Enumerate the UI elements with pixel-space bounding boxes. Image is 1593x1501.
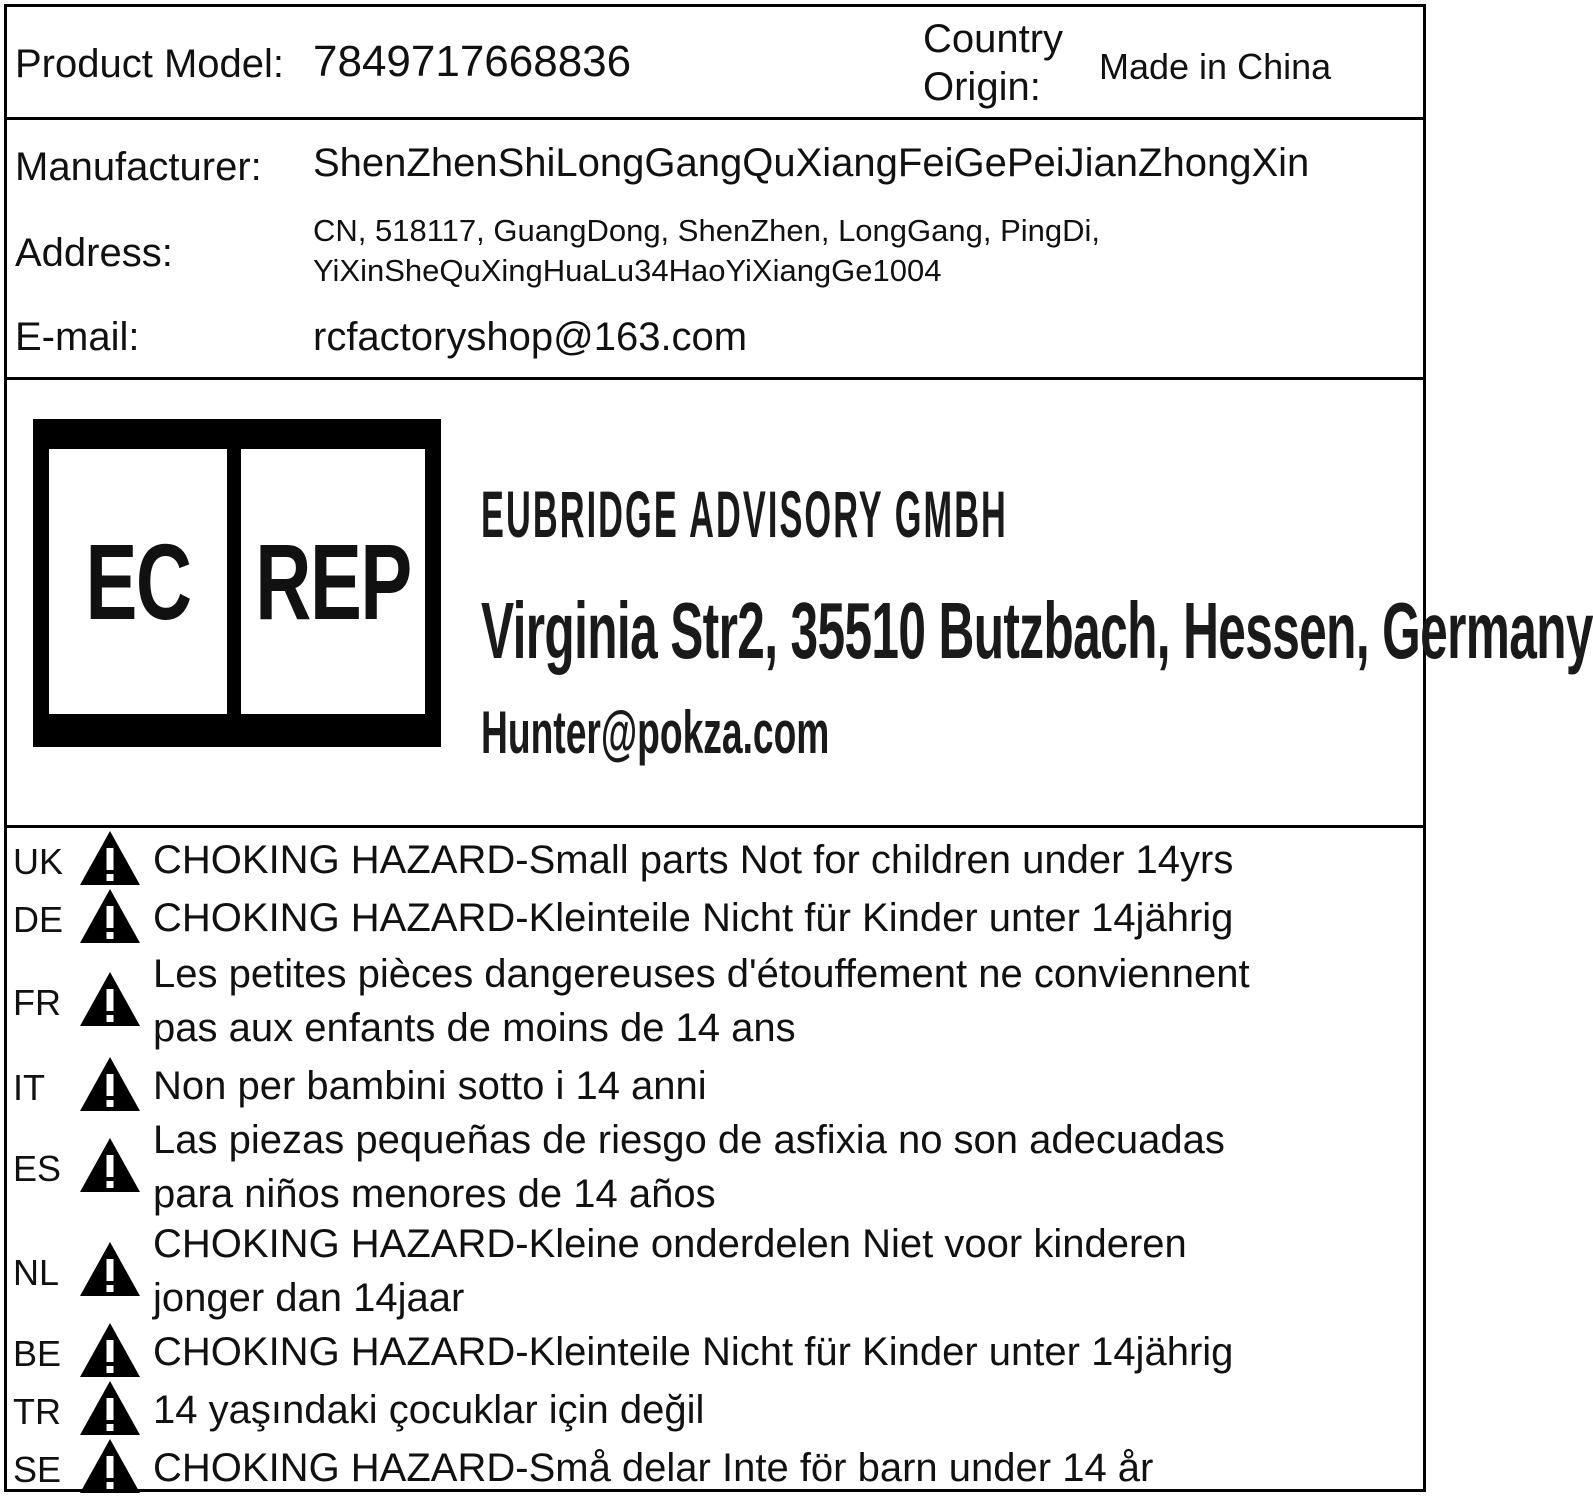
ec-rep-company: EUBRIDGE ADVISORY GMBH	[481, 477, 1008, 551]
warning-country-code: IT	[13, 1067, 45, 1108]
warning-country-code: BE	[13, 1333, 62, 1374]
warning-triangle-icon	[77, 1135, 143, 1195]
warning-text	[153, 891, 1233, 945]
warning-row-nl	[7, 1217, 1423, 1325]
warning-country-code: TR	[13, 1391, 61, 1432]
warning-row-es	[7, 1113, 1423, 1221]
warning-row-fr	[7, 947, 1423, 1055]
warning-text	[153, 1441, 1153, 1495]
address-line-1: CN, 518117, GuangDong, ShenZhen, LongGang, PingDi,	[313, 213, 1101, 248]
warning-row-it	[7, 1059, 1423, 1113]
warning-country-code: SE	[13, 1449, 62, 1490]
warning-country-code: NL	[13, 1252, 60, 1293]
address-line-2: YiXinSheQuXingHuaLu34HaoYiXiangGe1004	[313, 253, 942, 288]
warning-triangle-icon	[77, 1054, 143, 1114]
warning-country-code: UK	[13, 841, 64, 882]
address-label: Address:	[15, 231, 173, 275]
warning-triangle-icon	[77, 969, 143, 1029]
country-origin-label-line2: Origin:	[923, 65, 1041, 109]
country-origin-label-line1: Country	[923, 17, 1064, 61]
ec-rep-email: Hunter@pokza.com	[481, 699, 830, 766]
country-origin-label	[923, 15, 1063, 111]
country-origin-value: Made in China	[1099, 46, 1332, 87]
warning-text	[153, 1383, 704, 1437]
product-model-label: Product Model:	[15, 42, 285, 86]
warning-text-line2: pas aux enfants de moins de 14 ans	[153, 1006, 796, 1050]
warning-text-line1: Les petites pièces dangereuses d'étouffement ne conviennent	[153, 952, 1250, 996]
product-model-value: 7849717668836	[313, 37, 632, 86]
ec-rep-mark-left-text: EC	[85, 521, 191, 642]
warning-text-line1: 14 yaşındaki çocuklar için değil	[153, 1388, 705, 1432]
warning-text	[153, 1059, 707, 1113]
warning-country-code: DE	[13, 899, 64, 940]
divider	[7, 117, 1423, 120]
divider	[7, 825, 1423, 828]
warning-text	[153, 1113, 1225, 1221]
warning-text	[153, 1217, 1187, 1325]
warning-text	[153, 947, 1250, 1055]
email-label: E-mail:	[15, 315, 140, 359]
warning-triangle-icon	[77, 886, 143, 946]
warning-triangle-icon	[77, 1320, 143, 1380]
warning-text-line2: jonger dan 14jaar	[153, 1276, 465, 1320]
warning-row-se	[7, 1441, 1423, 1495]
warning-row-uk	[7, 833, 1423, 887]
warning-text-line1: CHOKING HAZARD-Small parts Not for children under 14yrs	[153, 838, 1234, 882]
warning-text-line2: para niños menores de 14 años	[153, 1172, 716, 1216]
warning-text	[153, 833, 1233, 887]
warning-row-be	[7, 1325, 1423, 1379]
warning-text-line1: Las piezas pequeñas de riesgo de asfixia no son adecuadas	[153, 1118, 1225, 1162]
warning-text-line1: CHOKING HAZARD-Kleinteile Nicht für Kinder unter 14jährig	[153, 1330, 1234, 1374]
email-value: rcfactoryshop@163.com	[313, 315, 748, 359]
warning-triangle-icon	[77, 1378, 143, 1438]
manufacturer-value: ShenZhenShiLongGangQuXiangFeiGePeiJianZhongXin	[313, 141, 1310, 185]
warning-country-code: ES	[13, 1148, 62, 1189]
warning-text-line1: CHOKING HAZARD-Kleine onderdelen Niet voor kinderen	[153, 1222, 1187, 1266]
ec-rep-mark-left	[49, 449, 227, 714]
warning-row-tr	[7, 1383, 1423, 1437]
manufacturer-label: Manufacturer:	[15, 145, 262, 189]
warning-country-code: FR	[13, 982, 61, 1023]
ec-rep-mark-right-text: REP	[255, 521, 411, 642]
warning-text-line1: CHOKING HAZARD-Små delar Inte för barn under 14 år	[153, 1446, 1154, 1490]
warning-text	[153, 1325, 1233, 1379]
warning-text-line1: CHOKING HAZARD-Kleinteile Nicht für Kinder unter 14jährig	[153, 896, 1234, 940]
warning-row-de	[7, 891, 1423, 945]
ec-rep-mark	[33, 419, 441, 747]
address-value	[313, 211, 1100, 291]
warning-text-line1: Non per bambini sotto i 14 anni	[153, 1064, 707, 1108]
product-label	[4, 4, 1593, 1492]
divider	[7, 377, 1423, 380]
warning-triangle-icon	[77, 828, 143, 888]
warning-triangle-icon	[77, 1436, 143, 1496]
ec-rep-mark-right	[241, 449, 425, 714]
warning-triangle-icon	[77, 1239, 143, 1299]
ec-rep-address: Virginia Str2, 35510 Butzbach, Hessen, Germany	[481, 586, 1593, 675]
